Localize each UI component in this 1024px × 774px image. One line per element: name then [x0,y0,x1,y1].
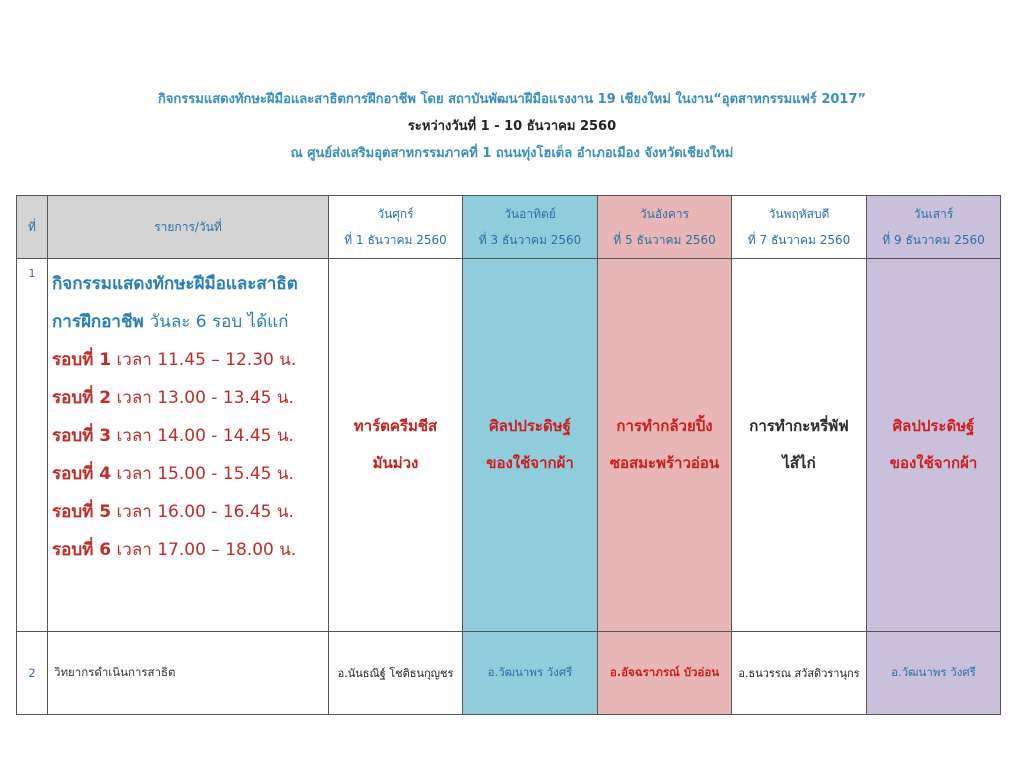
activity-day-3 [598,259,732,632]
title-line-2: ระหว่างวันที่ 1 - 10 ธันวาคม 2560 [407,119,617,134]
activity-line: มันม่วง [372,454,419,472]
header-day-date: ที่ 7 ธันวาคม 2560 [747,233,851,247]
schedule-table [16,195,1001,715]
round-label: รอบที่ 3 [52,426,112,446]
activity-line: ของใช้จากผ้า [889,454,978,472]
header-item: รายการ/วันที่ [48,196,329,259]
header-day-date: ที่ 5 ธันวาคม 2560 [613,233,716,247]
activity-line: การทำกล้วยปิ้ง [616,417,713,435]
activity-line: ทาร์ตครีมชีส [353,417,438,435]
activity-line: ของใช้จากผ้า [486,454,574,472]
round-time: เวลา 11.45 – 12.30 น. [116,350,297,370]
round-item [52,531,324,569]
instructor-day-5: อ.วัฒนาพร วังศรี [867,632,1001,715]
activity-subtitle [52,303,324,341]
header-day-2 [463,196,598,259]
header-day-date: ที่ 3 ธันวาคม 2560 [478,233,582,247]
activity-line: ศิลปประดิษฐ์ [892,417,975,435]
header-day-date: ที่ 9 ธันวาคม 2560 [882,233,985,247]
round-time: เวลา 13.00 - 13.45 น. [116,388,294,408]
instructor-day-4: อ.ธนวรรณ สวัสดิวรานุกร [732,632,867,715]
header-day-date: ที่ 1 ธันวาคม 2560 [344,233,447,247]
instructor-day-2: อ.วัฒนาพร วังศรี [463,632,598,715]
header-day-1 [329,196,463,259]
activity-subtitle-plain: วันละ 6 รอบ ได้แก่ [149,312,289,332]
header-day-name: วันศุกร์ [377,207,414,221]
activity-day-4 [732,259,867,632]
row-number: 2 [17,632,48,715]
round-time: เวลา 16.00 - 16.45 น. [116,502,294,522]
round-item [52,379,324,417]
header-day-name: วันอังคาร [639,207,690,221]
row-number: 1 [17,259,48,632]
activity-title: กิจกรรมแสดงทักษะฝีมือและสาธิต [52,274,298,294]
round-label: รอบที่ 6 [52,540,112,560]
activity-description [48,259,329,632]
round-item [52,493,324,531]
activity-day-2 [463,259,598,632]
title-line-3: ณ ศูนย์ส่งเสริมอุตสาหกรรมภาคที่ 1 ถนนทุ่งโฮเต็ล อำเภอเมือง จังหวัดเชียงใหม่ [290,146,734,161]
header-day-name: วันพฤหัสบดี [768,207,830,221]
header-no: ที่ [17,196,48,259]
activity-line: ศิลปประดิษฐ์ [489,417,571,435]
header-day-4 [732,196,867,259]
title-line-1: กิจกรรมแสดงทักษะฝีมือและสาธิตการฝึกอาชีพ โดย สถาบันพัฒนาฝีมือแรงงาน 19 เชียงใหม่ ในงาน“อุตสาหกรรมแฟร์ 2017” [157,92,867,107]
activity-day-1 [329,259,463,632]
round-label: รอบที่ 1 [52,350,112,370]
activity-line: การทำกะหรี่พัฟ [749,417,849,435]
round-item [52,417,324,455]
activity-subtitle-bold: การฝึกอาชีพ [52,312,144,332]
instructor-day-1: อ.นันธณิฐ์ โชติธนกุญชร [329,632,463,715]
round-time: เวลา 14.00 - 14.45 น. [116,426,294,446]
round-label: รอบที่ 5 [52,502,112,522]
activity-line: ไส้ไก่ [782,454,816,472]
table-row-activities [17,259,1001,632]
header-day-3 [598,196,732,259]
round-item [52,341,324,379]
table-row-instructors [17,632,1001,715]
round-label: รอบที่ 2 [52,388,112,408]
round-time: เวลา 15.00 - 15.45 น. [116,464,294,484]
instructor-row-label: วิทยากรดำเนินการสาธิต [48,632,329,715]
header-day-name: วันเสาร์ [913,207,954,221]
round-label: รอบที่ 4 [52,464,112,484]
instructor-day-3: อ.อัจฉราภรณ์ บัวอ่อน [598,632,732,715]
header-day-name: วันอาทิตย์ [504,207,556,221]
document-header [0,86,1024,167]
round-item [52,455,324,493]
round-time: เวลา 17.00 – 18.00 น. [116,540,297,560]
header-row [17,196,1001,259]
activity-day-5 [867,259,1001,632]
header-day-5 [867,196,1001,259]
activity-line: ซอสมะพร้าวอ่อน [609,454,720,472]
